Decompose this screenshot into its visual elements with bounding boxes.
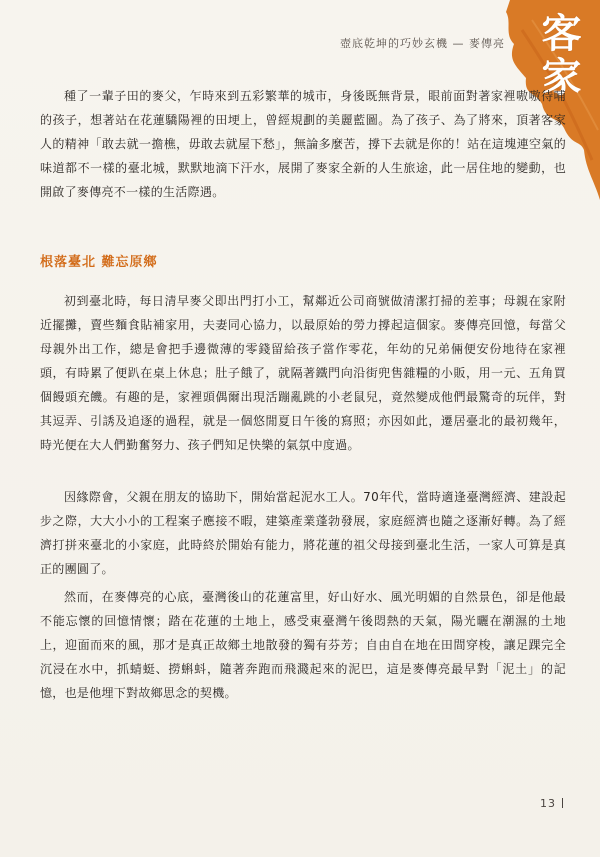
category-label: 客家 — [535, 12, 582, 100]
body-paragraph-3: 然而，在麥傳亮的心底，臺灣後山的花蓮富里，好山好水、風光明媚的自然景色，卻是他最不能忘懷的回憶情懷；踏在花蓮的土地上，感受東臺灣午後悶熱的天氣，陽光曬在潮濕的土地上，迎面而來的風，那才是真正故鄉土地散發的獨有芬芳；自由自在地在田間穿梭，讓足踝完全沉浸在水中，抓蜻蜓、撈蝌蚪，隨著奔跑而飛濺起來的泥巴，這是麥傳亮最早對「泥土」的記憶，也是他埋下對故鄉思念的契機。 — [40, 590, 566, 700]
section-heading: 根落臺北 難忘原鄉 — [40, 255, 158, 270]
page-number — [540, 797, 563, 810]
intro-paragraph: 種了一輩子田的麥父，乍時來到五彩繁華的城市，身後既無背景，眼前面對著家裡嗷嗷待哺的孩子，想著站在花蓮驕陽裡的田埂上，曾經規劃的美麗藍圖。為了孩子、為了將來，頂著客家人的精神「敢去就一擔樵，毋敢去就屋下愁」，無論多麼苦，撐下去就是你的！站在這塊連空氣的味道都不一樣的臺北城，默默地滴下汗水，展開了麥家全新的人生旅途，此一居住地的變動，也開啟了麥傳亮不一樣的生活際遇。 — [40, 89, 566, 199]
page-number-value: 13 — [540, 797, 556, 810]
body-paragraph-2: 因緣際會，父親在朋友的協助下，開始當起泥水工人。70年代，當時適逢臺灣經濟、建設起步之際，大大小小的工程案子應接不暇，建築產業蓬勃發展，家庭經濟也隨之逐漸好轉。為了經濟打拼來臺北的小家庭，此時終於開始有能力，將花蓮的祖父母接到臺北生活，一家人可算是真正的團圓了。 — [40, 490, 566, 576]
running-header: 壺底乾坤的巧妙玄機 — 麥傳亮 — [340, 37, 505, 50]
page-number-divider — [562, 798, 563, 808]
body-paragraph-1: 初到臺北時，每日清早麥父即出門打小工，幫鄰近公司商號做清潔打掃的差事；母親在家附近擺攤，賣些麵食貼補家用，夫妻同心協力，以最原始的勞力撐起這個家。麥傳亮回憶，每當父母親外出工作，總是會把手邊微薄的零錢留給孩子當作零花，年幼的兄弟倆便安份地待在家裡頭，有時累了便趴在桌上休息；肚子餓了，就隔著鐵門向沿街兜售雜糧的小販，用一元、五角買個饅頭充饑。有趣的是，家裡頭偶爾出現活蹦亂跳的小老鼠兒，竟然變成他們最驚奇的玩伴，對其逗弄、引誘及追逐的過程，就是一個悠閒夏日午後的寫照；亦因如此，遷居臺北的最初幾年，時光便在大人們勤奮努力、孩子們知足快樂的氣氛中度過。 — [40, 294, 566, 452]
